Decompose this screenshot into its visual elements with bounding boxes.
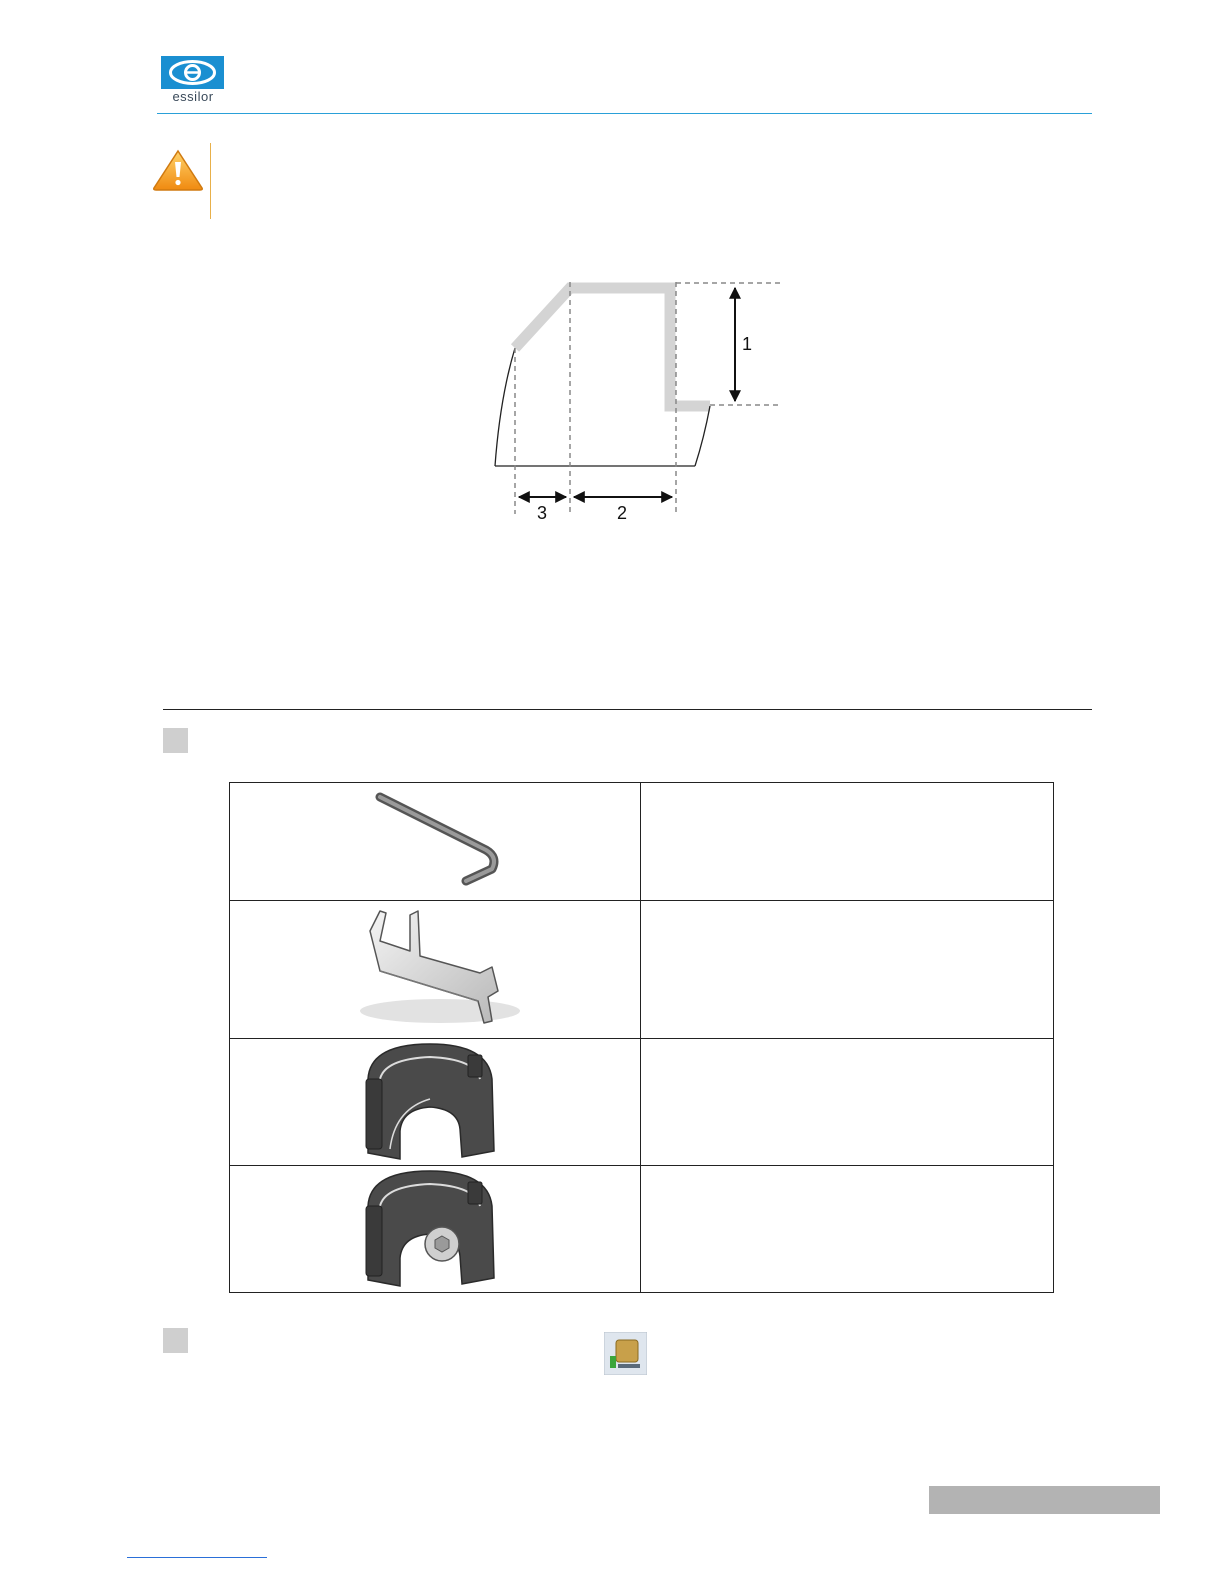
brand-name: essilor xyxy=(172,89,214,104)
essilor-logo xyxy=(161,56,224,89)
essilor-eye-icon xyxy=(161,56,224,89)
table-cell-image xyxy=(230,783,641,900)
table-row xyxy=(230,1038,1053,1165)
table-cell-description xyxy=(642,1166,1053,1292)
warning-accent-bar xyxy=(210,143,211,219)
rubber-jaw-icon xyxy=(230,1039,641,1166)
footer-link[interactable] xyxy=(127,1557,267,1558)
section-divider xyxy=(163,709,1092,710)
label-chamfer: 3 xyxy=(537,503,548,523)
page-number-bar xyxy=(929,1486,1160,1514)
header-rule xyxy=(157,113,1092,114)
table-cell-description xyxy=(642,783,1053,900)
bevel-dimensions-diagram xyxy=(480,268,800,528)
table-cell-description xyxy=(642,1039,1053,1165)
table-row xyxy=(230,783,1053,900)
table-cell-description xyxy=(642,901,1053,1038)
allen-key-icon xyxy=(230,783,641,900)
table-cell-image xyxy=(230,901,641,1038)
table-row xyxy=(230,1165,1053,1292)
machine-icon[interactable] xyxy=(604,1332,647,1375)
lens-left-edge xyxy=(495,348,515,466)
table-cell-image xyxy=(230,1039,641,1165)
tools-table xyxy=(229,782,1054,1293)
bracket-clip-icon xyxy=(230,901,641,1039)
lens-right-edge xyxy=(695,406,710,466)
bevel-profile xyxy=(515,288,710,406)
warning-triangle-icon xyxy=(151,148,205,192)
step-marker-2 xyxy=(163,1328,188,1353)
rubber-jaw-with-screw-icon xyxy=(230,1166,641,1293)
label-height: 1 xyxy=(742,334,753,354)
table-cell-image xyxy=(230,1166,641,1292)
table-row xyxy=(230,900,1053,1038)
label-width: 2 xyxy=(617,503,628,523)
step-marker-1 xyxy=(163,728,188,753)
